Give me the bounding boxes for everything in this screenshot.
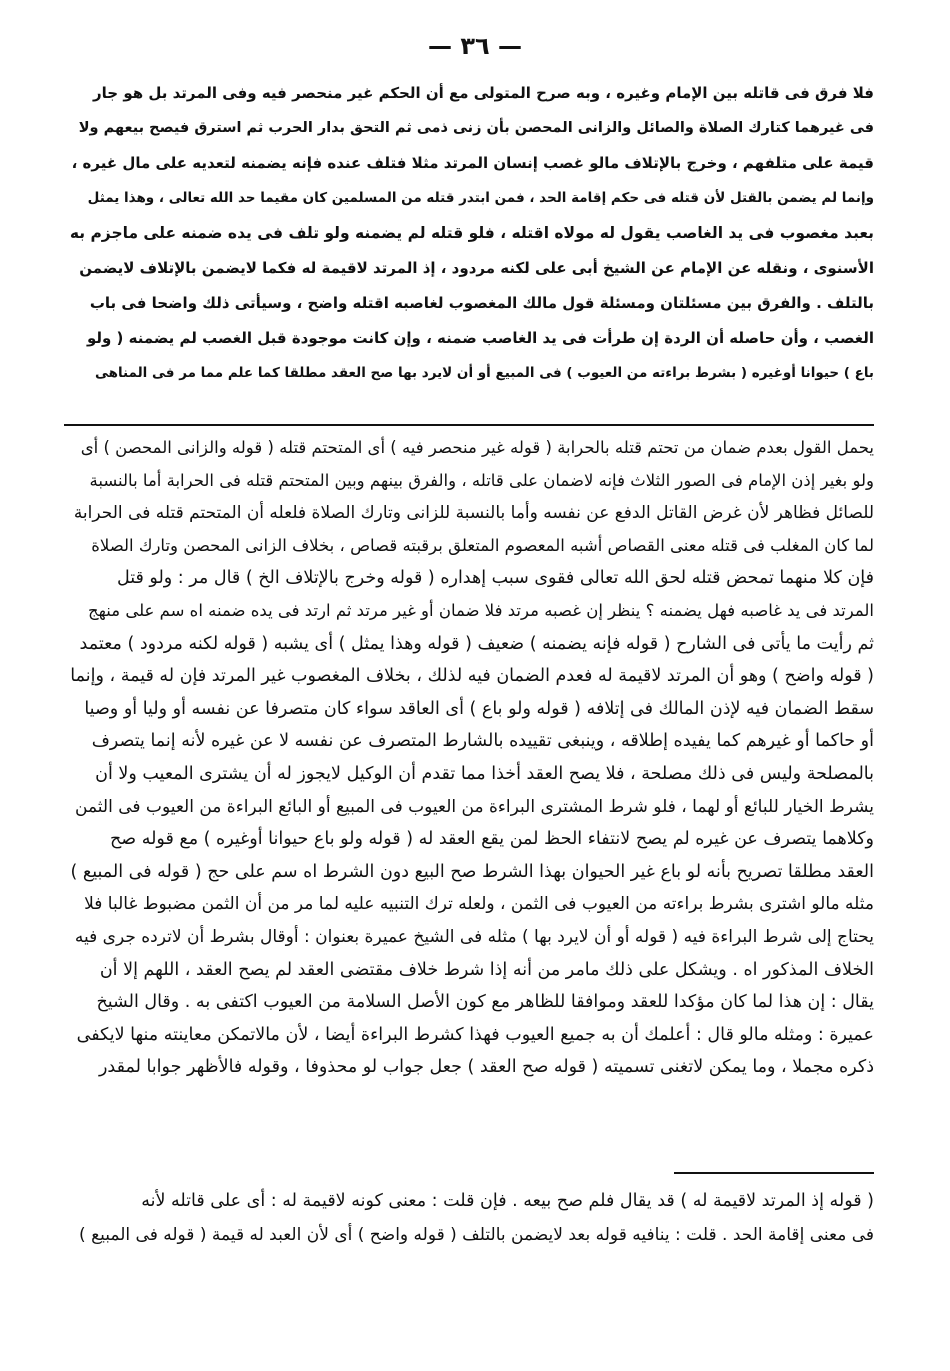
commentary-line: الخلاف المذكور اه . ويشكل على ذلك مامر من أنه إذا شرط خلاف مقتضى العقد لم يصح العقد ، اللهم إلا أن — [99, 959, 874, 980]
main-text-divider — [64, 424, 874, 426]
footnote-divider — [674, 1172, 874, 1174]
commentary-line: يشرط الخيار للبائع أو لهما ، فلو شرط المشترى البراءة من العيوب فى المبيع أو البائع البراءة من العيوب فى الثمن — [75, 796, 874, 817]
footnote-line: ( قوله إذ المرتد لاقيمة له ) قد يقال فلم صح بيعه . فإن قلت : معنى كونه لاقيمة له : أى على قاتله لأنه — [141, 1191, 874, 1211]
commentary-line: فإن كلا منهما تمحض قتله لحق الله تعالى فقوى سبب إهداره ( قوله وخرج بالإتلاف الخ ) قال مر : ولو قتل — [116, 568, 874, 589]
main-text-line: بعبد مغصوب فى يد الغاصب يقول له مولاه اقتله ، فلو قتله لم يضمنه ولو تلف فى يده ضمنه على ماجزم به — [70, 224, 874, 242]
commentary-line: ( قوله واضح ) وهو أن المرتد لاقيمة له فعدم الضمان فيه لذلك ، بخلاف المغصوب غير المرتد فإن له قيمة ، وإنما — [70, 666, 874, 687]
commentary-line: يحتاج إلى شرط البراءة فيه ( قوله أو أن لايرد بها ) مثله فى الشيخ عميرة بعنوان : أوقال بشرط أن لاترده جرى فيه — [74, 926, 874, 947]
footnote-line: فى معنى إقامة الحد . قلت : ينافيه قوله بعد لايضمن بالتلف ( قوله واضح ) أى لأن العبد له قيمة ( قوله فى المبيع ) — [79, 1225, 874, 1245]
main-text-line: فلا فرق فى قاتله بين الإمام وغيره ، وبه صرح المتولى مع أن الحكم غير منحصر فيه وفى المرتد بل هو جار — [93, 84, 874, 102]
page-number: — ٣٦ — — [427, 32, 522, 60]
main-text-line: الغصب ، وأن حاصله أن الردة إن طرأت فى يد الغاصب ضمنه ، وإن كانت موجودة قبل الغصب لم يضمنه ( ولو — [86, 329, 874, 347]
commentary-line: المرتد فى يد غاصبه فهل يضمنه ؟ ينظر إن غصبه مرتد فلا ضمان أو غير مرتد ثم ارتد فى يده ضمنه اه سم على منهج — [88, 600, 874, 620]
commentary-line: وكلاهما يتصرف عن غيره لم يصح لانتفاء الحظ لمن يقع العقد له ( قوله ولو باع حيوانا أوغيره ) مع قوله صح — [109, 829, 874, 850]
commentary-line: لما كان المغلب فى قتله معنى القصاص أشبه المعصوم المتعلق برقبته قصاص ، بخلاف الزانى المحصن وتارك الصلاة — [91, 535, 874, 555]
commentary-line: ولو بغير إذن الإمام فى الصور الثلاث فإنه لاضمان على قاتله ، والفرق بينهم وبين المتحتم قتله فى الحرابة أما بالنسبة — [89, 470, 874, 490]
commentary-line: بالمصلحة وليس فى ذلك مصلحة ، فلا يصح العقد أخذا مما تقدم أن الوكيل لايجوز له أن يشترى المعيب ولا أن — [95, 763, 874, 784]
commentary-line: يحمل القول بعدم ضمان من تحتم قتله بالحرابة ( قوله غير منحصر فيه ) أى المتحتم قتله ( قوله والزانى المحصن ) أى — [80, 438, 874, 457]
main-text — [70, 76, 874, 391]
main-text-line: وإنما لم يضمن بالقتل لأن قتله فى حكم إقامة الحد ، فمن ابتدر قتله من المسلمين كان مقيما حد الله تعالى ، وهذا يمثل — [87, 190, 874, 206]
commentary-text — [70, 432, 874, 1084]
main-text-line: قيمة على متلفهم ، وخرج بالإتلاف مالو غصب إنسان المرتد مثلا فتلف عنده فإنه يضمنه لتعديه على مال غيره ، — [71, 154, 874, 172]
main-text-line: الأسنوى ، ونقله عن الإمام عن الشيخ أبى على لكنه مردود ، إذ المرتد لاقيمة له فكما لايضمن بالإتلاف لايضمن — [79, 259, 874, 277]
main-text-line: بالتلف . والفرق بين مسئلتان ومسئلة قول مالك المغصوب لغاصبه اقتله واضح ، وسيأتى ذلك واضحا فى باب — [89, 294, 874, 312]
commentary-line: أو حاكما أو غيرهم كما يفيده إطلاقه ، وينبغى تقييده بالشارط المتصرف عن نفسه لا عن غيره لأنه إنما يتصرف — [91, 731, 874, 752]
commentary-line: للصائل فظاهر لأن غرض القاتل الدفع عن نفسه وأما بالنسبة للزانى وتارك الصلاة فلعله أن المتحتم قتله فى الحرابة — [73, 503, 874, 524]
commentary-line: سقط الضمان فيه لإذن المالك فى إتلافه ( قوله ولو باع ) أى العاقد سواء كان متصرفا عن نفسه أو وليا أو وصيا — [84, 698, 874, 719]
commentary-line: ثم رأيت ما يأتى فى الشارح ( قوله فإنه يضمنه ) ضعيف ( قوله وهذا يمثل ) أى يشبه ( قوله لكنه مردود ) معتمد — [79, 633, 874, 654]
commentary-line: يقال : إن هذا لما كان مؤكدا للعقد وموافقا للظاهر مع كون الأصل السلامة من العيوب اكتفى به . وقال الشيخ — [96, 992, 874, 1013]
commentary-line: مثله مالو اشترى بشرط براءته من العيوب فى الثمن ، ولعله ترك التنبيه عليه لما مر من أن الثمن مضبوط غالبا فلا — [84, 894, 874, 915]
footnote-text — [70, 1184, 874, 1252]
commentary-line: ذكره مجملا ، وما يمكن لاتغنى تسميته ( قوله صح العقد ) جعل جواب لو محذوفا ، وقوله فالأظهر جوابا لمقدر — [98, 1057, 874, 1078]
main-text-line: فى غيرهما كتارك الصلاة والصائل والزانى المحصن بأن زنى ذمى ثم التحق بدار الحرب ثم استرق فيصح بيعهم ولا — [78, 120, 874, 136]
commentary-line: عميرة : ومثله مالو قال : أعلمك أن به جميع العيوب فهذا كشرط البراءة أيضا ، لأن مالاتمكن معاينته منها لايكفى — [76, 1024, 874, 1045]
main-text-line: باع ) حيوانا أوغيره ( بشرط براءته من العيوب ) فى المبيع أو أن لايرد بها صح العقد مطلقا كما علم مما مر فى المناهى — [94, 365, 874, 381]
commentary-line: العقد مطلقا تصريح بأنه لو باع غير الحيوان بهذا الشرط صح البيع دون الشرط اه سم على حج ( قوله فى المبيع ) — [70, 861, 874, 882]
